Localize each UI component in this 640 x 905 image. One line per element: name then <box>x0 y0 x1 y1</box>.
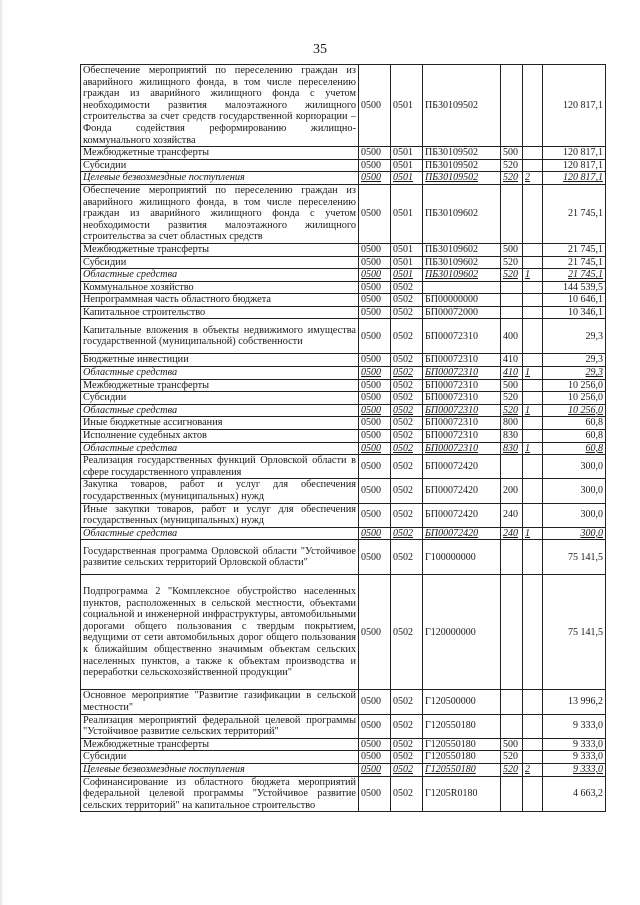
subsection-code-cell: 0502 <box>391 455 423 479</box>
table-row <box>81 690 606 714</box>
row-name-cell: Областные средства <box>81 442 359 455</box>
amount-cell: 21 745,1 <box>543 184 606 243</box>
expense-type-code-cell: 240 <box>501 527 523 540</box>
funding-source-cell <box>523 281 543 294</box>
target-item-code-cell: БП00072310 <box>423 367 501 380</box>
row-name-cell: Целевые безвозмездные поступления <box>81 763 359 776</box>
subsection-code-cell: 0502 <box>391 281 423 294</box>
section-code-cell: 0500 <box>359 367 391 380</box>
section-code-cell: 0500 <box>359 714 391 738</box>
table-row <box>81 65 606 147</box>
subsection-code-cell: 0501 <box>391 243 423 256</box>
funding-source-cell <box>523 354 543 367</box>
section-code-cell: 0500 <box>359 159 391 172</box>
section-code-cell: 0500 <box>359 269 391 282</box>
target-item-code-cell: Г100000000 <box>423 540 501 575</box>
row-name-cell: Основное мероприятие "Развитие газификации в сельской местности" <box>81 690 359 714</box>
expense-type-code-cell: 520 <box>501 404 523 417</box>
target-item-code-cell: БП00072310 <box>423 417 501 430</box>
target-item-code-cell: БП00072310 <box>423 404 501 417</box>
funding-source-cell <box>523 738 543 751</box>
expense-type-code-cell: 410 <box>501 367 523 380</box>
row-name-cell: Иные закупки товаров, работ и услуг для обеспечения государственных (муниципальных) нужд <box>81 503 359 527</box>
expense-type-code-cell <box>501 281 523 294</box>
budget-table <box>80 64 606 812</box>
subsection-code-cell: 0502 <box>391 540 423 575</box>
amount-cell: 21 745,1 <box>543 269 606 282</box>
amount-cell: 300,0 <box>543 479 606 503</box>
table-row <box>81 442 606 455</box>
funding-source-cell <box>523 776 543 812</box>
row-name-cell: Субсидии <box>81 159 359 172</box>
amount-cell: 29,3 <box>543 354 606 367</box>
section-code-cell: 0500 <box>359 763 391 776</box>
funding-source-cell: 1 <box>523 269 543 282</box>
expense-type-code-cell: 830 <box>501 430 523 443</box>
subsection-code-cell: 0502 <box>391 430 423 443</box>
section-code-cell: 0500 <box>359 417 391 430</box>
target-item-code-cell: БП00072310 <box>423 430 501 443</box>
funding-source-cell <box>523 392 543 405</box>
target-item-code-cell: БП00072420 <box>423 503 501 527</box>
subsection-code-cell: 0502 <box>391 738 423 751</box>
table-row <box>81 527 606 540</box>
row-name-cell: Межбюджетные трансферты <box>81 243 359 256</box>
subsection-code-cell: 0502 <box>391 392 423 405</box>
table-row <box>81 430 606 443</box>
funding-source-cell: 1 <box>523 404 543 417</box>
target-item-code-cell: Г120550180 <box>423 763 501 776</box>
subsection-code-cell: 0502 <box>391 776 423 812</box>
funding-source-cell <box>523 455 543 479</box>
funding-source-cell <box>523 479 543 503</box>
expense-type-code-cell <box>501 690 523 714</box>
amount-cell: 9 333,0 <box>543 763 606 776</box>
section-code-cell: 0500 <box>359 455 391 479</box>
amount-cell: 29,3 <box>543 319 606 354</box>
section-code-cell: 0500 <box>359 575 391 690</box>
expense-type-code-cell <box>501 455 523 479</box>
row-name-cell: Подпрограмма 2 "Комплексное обустройство населенных пунктов, расположенных в сельской местности, объектами социальной и инженерной инфраструктуры, автомобильными дорогами общего пользования с твердым покрытием, ведущими от сети автомобильных дорог общего пользования к ближайшим общественно значимым объектам сельских населенных пунктов, а также к объектам производства и переработки сельскохозяйственной продукции" <box>81 575 359 690</box>
target-item-code-cell: ПБ30109602 <box>423 256 501 269</box>
amount-cell: 9 333,0 <box>543 751 606 764</box>
expense-type-code-cell: 520 <box>501 751 523 764</box>
section-code-cell: 0500 <box>359 527 391 540</box>
table-row <box>81 503 606 527</box>
row-name-cell: Непрограммная часть областного бюджета <box>81 294 359 307</box>
amount-cell: 120 817,1 <box>543 147 606 160</box>
amount-cell: 9 333,0 <box>543 738 606 751</box>
subsection-code-cell: 0502 <box>391 690 423 714</box>
row-name-cell: Коммунальное хозяйство <box>81 281 359 294</box>
section-code-cell: 0500 <box>359 540 391 575</box>
target-item-code-cell: БП00072310 <box>423 379 501 392</box>
expense-type-code-cell: 410 <box>501 354 523 367</box>
row-name-cell: Обеспечение мероприятий по переселению граждан из аварийного жилищного фонда, в том числе переселению граждан из аварийного жилищного фонда с учетом необходимости развития малоэтажного жилищного строительства за счет средств государственной корпорации – Фонда содействия реформированию жилищно-коммунального хозяйства <box>81 65 359 147</box>
expense-type-code-cell: 520 <box>501 159 523 172</box>
section-code-cell: 0500 <box>359 776 391 812</box>
amount-cell: 60,8 <box>543 442 606 455</box>
subsection-code-cell: 0501 <box>391 184 423 243</box>
target-item-code-cell: ПБ30109602 <box>423 184 501 243</box>
row-name-cell: Областные средства <box>81 404 359 417</box>
subsection-code-cell: 0501 <box>391 269 423 282</box>
subsection-code-cell: 0501 <box>391 159 423 172</box>
funding-source-cell: 1 <box>523 442 543 455</box>
amount-cell: 10 646,1 <box>543 294 606 307</box>
row-name-cell: Областные средства <box>81 527 359 540</box>
table-row <box>81 379 606 392</box>
expense-type-code-cell <box>501 776 523 812</box>
section-code-cell: 0500 <box>359 503 391 527</box>
row-name-cell: Реализация государственных функций Орловской области в сфере государственного управления <box>81 455 359 479</box>
table-row <box>81 172 606 185</box>
funding-source-cell <box>523 417 543 430</box>
target-item-code-cell: ПБ30109602 <box>423 269 501 282</box>
table-row <box>81 540 606 575</box>
subsection-code-cell: 0502 <box>391 527 423 540</box>
target-item-code-cell: БП00072310 <box>423 354 501 367</box>
amount-cell: 60,8 <box>543 430 606 443</box>
section-code-cell: 0500 <box>359 479 391 503</box>
funding-source-cell <box>523 294 543 307</box>
funding-source-cell: 2 <box>523 763 543 776</box>
target-item-code-cell: ПБ30109502 <box>423 147 501 160</box>
table-row <box>81 367 606 380</box>
section-code-cell: 0500 <box>359 430 391 443</box>
section-code-cell: 0500 <box>359 184 391 243</box>
target-item-code-cell: Г120550180 <box>423 714 501 738</box>
section-code-cell: 0500 <box>359 379 391 392</box>
table-row <box>81 354 606 367</box>
amount-cell: 9 333,0 <box>543 714 606 738</box>
target-item-code-cell: БП00072310 <box>423 392 501 405</box>
expense-type-code-cell <box>501 540 523 575</box>
funding-source-cell <box>523 379 543 392</box>
section-code-cell: 0500 <box>359 65 391 147</box>
table-row <box>81 184 606 243</box>
row-name-cell: Субсидии <box>81 256 359 269</box>
expense-type-code-cell: 520 <box>501 392 523 405</box>
target-item-code-cell: БП00072310 <box>423 319 501 354</box>
table-row <box>81 763 606 776</box>
subsection-code-cell: 0501 <box>391 256 423 269</box>
target-item-code-cell: ПБ30109502 <box>423 65 501 147</box>
section-code-cell: 0500 <box>359 690 391 714</box>
amount-cell: 144 539,5 <box>543 281 606 294</box>
target-item-code-cell: БП00072420 <box>423 479 501 503</box>
amount-cell: 120 817,1 <box>543 159 606 172</box>
subsection-code-cell: 0501 <box>391 172 423 185</box>
funding-source-cell: 1 <box>523 527 543 540</box>
amount-cell: 21 745,1 <box>543 243 606 256</box>
section-code-cell: 0500 <box>359 294 391 307</box>
funding-source-cell: 1 <box>523 367 543 380</box>
amount-cell: 10 346,1 <box>543 306 606 319</box>
expense-type-code-cell <box>501 294 523 307</box>
page-number: 35 <box>313 42 327 57</box>
expense-type-code-cell <box>501 575 523 690</box>
amount-cell: 75 141,5 <box>543 575 606 690</box>
expense-type-code-cell: 500 <box>501 147 523 160</box>
amount-cell: 300,0 <box>543 527 606 540</box>
expense-type-code-cell: 800 <box>501 417 523 430</box>
expense-type-code-cell <box>501 306 523 319</box>
section-code-cell: 0500 <box>359 404 391 417</box>
row-name-cell: Иные бюджетные ассигнования <box>81 417 359 430</box>
row-name-cell: Государственная программа Орловской области "Устойчивое развитие сельских территорий Орловской области" <box>81 540 359 575</box>
section-code-cell: 0500 <box>359 306 391 319</box>
expense-type-code-cell: 240 <box>501 503 523 527</box>
section-code-cell: 0500 <box>359 738 391 751</box>
section-code-cell: 0500 <box>359 256 391 269</box>
expense-type-code-cell: 500 <box>501 243 523 256</box>
section-code-cell: 0500 <box>359 319 391 354</box>
amount-cell: 60,8 <box>543 417 606 430</box>
target-item-code-cell: БП00072000 <box>423 306 501 319</box>
funding-source-cell <box>523 430 543 443</box>
funding-source-cell <box>523 714 543 738</box>
scan-edge-shadow <box>0 0 4 905</box>
funding-source-cell: 2 <box>523 172 543 185</box>
amount-cell: 21 745,1 <box>543 256 606 269</box>
target-item-code-cell: Г120000000 <box>423 575 501 690</box>
table-row <box>81 294 606 307</box>
target-item-code-cell: БП00000000 <box>423 294 501 307</box>
table-row <box>81 776 606 812</box>
subsection-code-cell: 0502 <box>391 306 423 319</box>
row-name-cell: Капитальное строительство <box>81 306 359 319</box>
row-name-cell: Межбюджетные трансферты <box>81 147 359 160</box>
funding-source-cell <box>523 306 543 319</box>
section-code-cell: 0500 <box>359 243 391 256</box>
table-row <box>81 147 606 160</box>
subsection-code-cell: 0502 <box>391 714 423 738</box>
table-row <box>81 404 606 417</box>
funding-source-cell <box>523 575 543 690</box>
table-row <box>81 319 606 354</box>
subsection-code-cell: 0502 <box>391 503 423 527</box>
section-code-cell: 0500 <box>359 354 391 367</box>
amount-cell: 300,0 <box>543 503 606 527</box>
amount-cell: 4 663,2 <box>543 776 606 812</box>
expense-type-code-cell: 400 <box>501 319 523 354</box>
amount-cell: 13 996,2 <box>543 690 606 714</box>
table-row <box>81 479 606 503</box>
expense-type-code-cell <box>501 184 523 243</box>
row-name-cell: Софинансирование из областного бюджета мероприятий федеральной целевой программы "Устойчивое развитие сельских территорий" на капитальное строительство <box>81 776 359 812</box>
target-item-code-cell: БП00072310 <box>423 442 501 455</box>
funding-source-cell <box>523 159 543 172</box>
expense-type-code-cell: 200 <box>501 479 523 503</box>
amount-cell: 120 817,1 <box>543 65 606 147</box>
subsection-code-cell: 0502 <box>391 763 423 776</box>
target-item-code-cell: БП00072420 <box>423 455 501 479</box>
funding-source-cell <box>523 319 543 354</box>
target-item-code-cell: БП00072420 <box>423 527 501 540</box>
expense-type-code-cell: 520 <box>501 763 523 776</box>
row-name-cell: Межбюджетные трансферты <box>81 738 359 751</box>
table-row <box>81 256 606 269</box>
target-item-code-cell: Г120500000 <box>423 690 501 714</box>
subsection-code-cell: 0502 <box>391 575 423 690</box>
table-row <box>81 417 606 430</box>
funding-source-cell <box>523 147 543 160</box>
table-row <box>81 738 606 751</box>
row-name-cell: Закупка товаров, работ и услуг для обеспечения государственных (муниципальных) нужд <box>81 479 359 503</box>
funding-source-cell <box>523 503 543 527</box>
funding-source-cell <box>523 751 543 764</box>
funding-source-cell <box>523 540 543 575</box>
row-name-cell: Межбюджетные трансферты <box>81 379 359 392</box>
target-item-code-cell: ПБ30109502 <box>423 159 501 172</box>
funding-source-cell <box>523 184 543 243</box>
target-item-code-cell: Г1205R0180 <box>423 776 501 812</box>
expense-type-code-cell: 520 <box>501 256 523 269</box>
amount-cell: 300,0 <box>543 455 606 479</box>
target-item-code-cell: ПБ30109602 <box>423 243 501 256</box>
subsection-code-cell: 0501 <box>391 65 423 147</box>
expense-type-code-cell: 500 <box>501 738 523 751</box>
funding-source-cell <box>523 65 543 147</box>
amount-cell: 10 256,0 <box>543 404 606 417</box>
expense-type-code-cell <box>501 65 523 147</box>
table-row <box>81 306 606 319</box>
expense-type-code-cell: 520 <box>501 269 523 282</box>
section-code-cell: 0500 <box>359 281 391 294</box>
amount-cell: 120 817,1 <box>543 172 606 185</box>
row-name-cell: Исполнение судебных актов <box>81 430 359 443</box>
subsection-code-cell: 0501 <box>391 147 423 160</box>
table-row <box>81 455 606 479</box>
row-name-cell: Реализация мероприятий федеральной целевой программы "Устойчивое развитие сельских территорий" <box>81 714 359 738</box>
amount-cell: 10 256,0 <box>543 379 606 392</box>
expense-type-code-cell: 520 <box>501 172 523 185</box>
section-code-cell: 0500 <box>359 172 391 185</box>
amount-cell: 75 141,5 <box>543 540 606 575</box>
table-row <box>81 714 606 738</box>
subsection-code-cell: 0502 <box>391 367 423 380</box>
row-name-cell: Областные средства <box>81 269 359 282</box>
expense-type-code-cell <box>501 714 523 738</box>
table-row <box>81 392 606 405</box>
row-name-cell: Субсидии <box>81 751 359 764</box>
table-row <box>81 281 606 294</box>
section-code-cell: 0500 <box>359 392 391 405</box>
row-name-cell: Капитальные вложения в объекты недвижимого имущества государственной (муниципальной) собственности <box>81 319 359 354</box>
target-item-code-cell: Г120550180 <box>423 738 501 751</box>
table-row <box>81 269 606 282</box>
subsection-code-cell: 0502 <box>391 417 423 430</box>
expense-type-code-cell: 830 <box>501 442 523 455</box>
row-name-cell: Обеспечение мероприятий по переселению граждан из аварийного жилищного фонда, в том числе переселению граждан из аварийного жилищного фонда с учетом необходимости развития малоэтажного жилищного строительства за счет областных средств <box>81 184 359 243</box>
section-code-cell: 0500 <box>359 751 391 764</box>
table-row <box>81 159 606 172</box>
table-row <box>81 751 606 764</box>
row-name-cell: Областные средства <box>81 367 359 380</box>
funding-source-cell <box>523 243 543 256</box>
subsection-code-cell: 0502 <box>391 294 423 307</box>
amount-cell: 29,3 <box>543 367 606 380</box>
amount-cell: 10 256,0 <box>543 392 606 405</box>
row-name-cell: Субсидии <box>81 392 359 405</box>
subsection-code-cell: 0502 <box>391 354 423 367</box>
subsection-code-cell: 0502 <box>391 479 423 503</box>
table-row <box>81 575 606 690</box>
table-row <box>81 243 606 256</box>
section-code-cell: 0500 <box>359 442 391 455</box>
row-name-cell: Целевые безвозмездные поступления <box>81 172 359 185</box>
target-item-code-cell: ПБ30109502 <box>423 172 501 185</box>
funding-source-cell <box>523 690 543 714</box>
subsection-code-cell: 0502 <box>391 442 423 455</box>
target-item-code-cell: Г120550180 <box>423 751 501 764</box>
row-name-cell: Бюджетные инвестиции <box>81 354 359 367</box>
subsection-code-cell: 0502 <box>391 379 423 392</box>
target-item-code-cell <box>423 281 501 294</box>
subsection-code-cell: 0502 <box>391 404 423 417</box>
section-code-cell: 0500 <box>359 147 391 160</box>
funding-source-cell <box>523 256 543 269</box>
subsection-code-cell: 0502 <box>391 319 423 354</box>
subsection-code-cell: 0502 <box>391 751 423 764</box>
expense-type-code-cell: 500 <box>501 379 523 392</box>
